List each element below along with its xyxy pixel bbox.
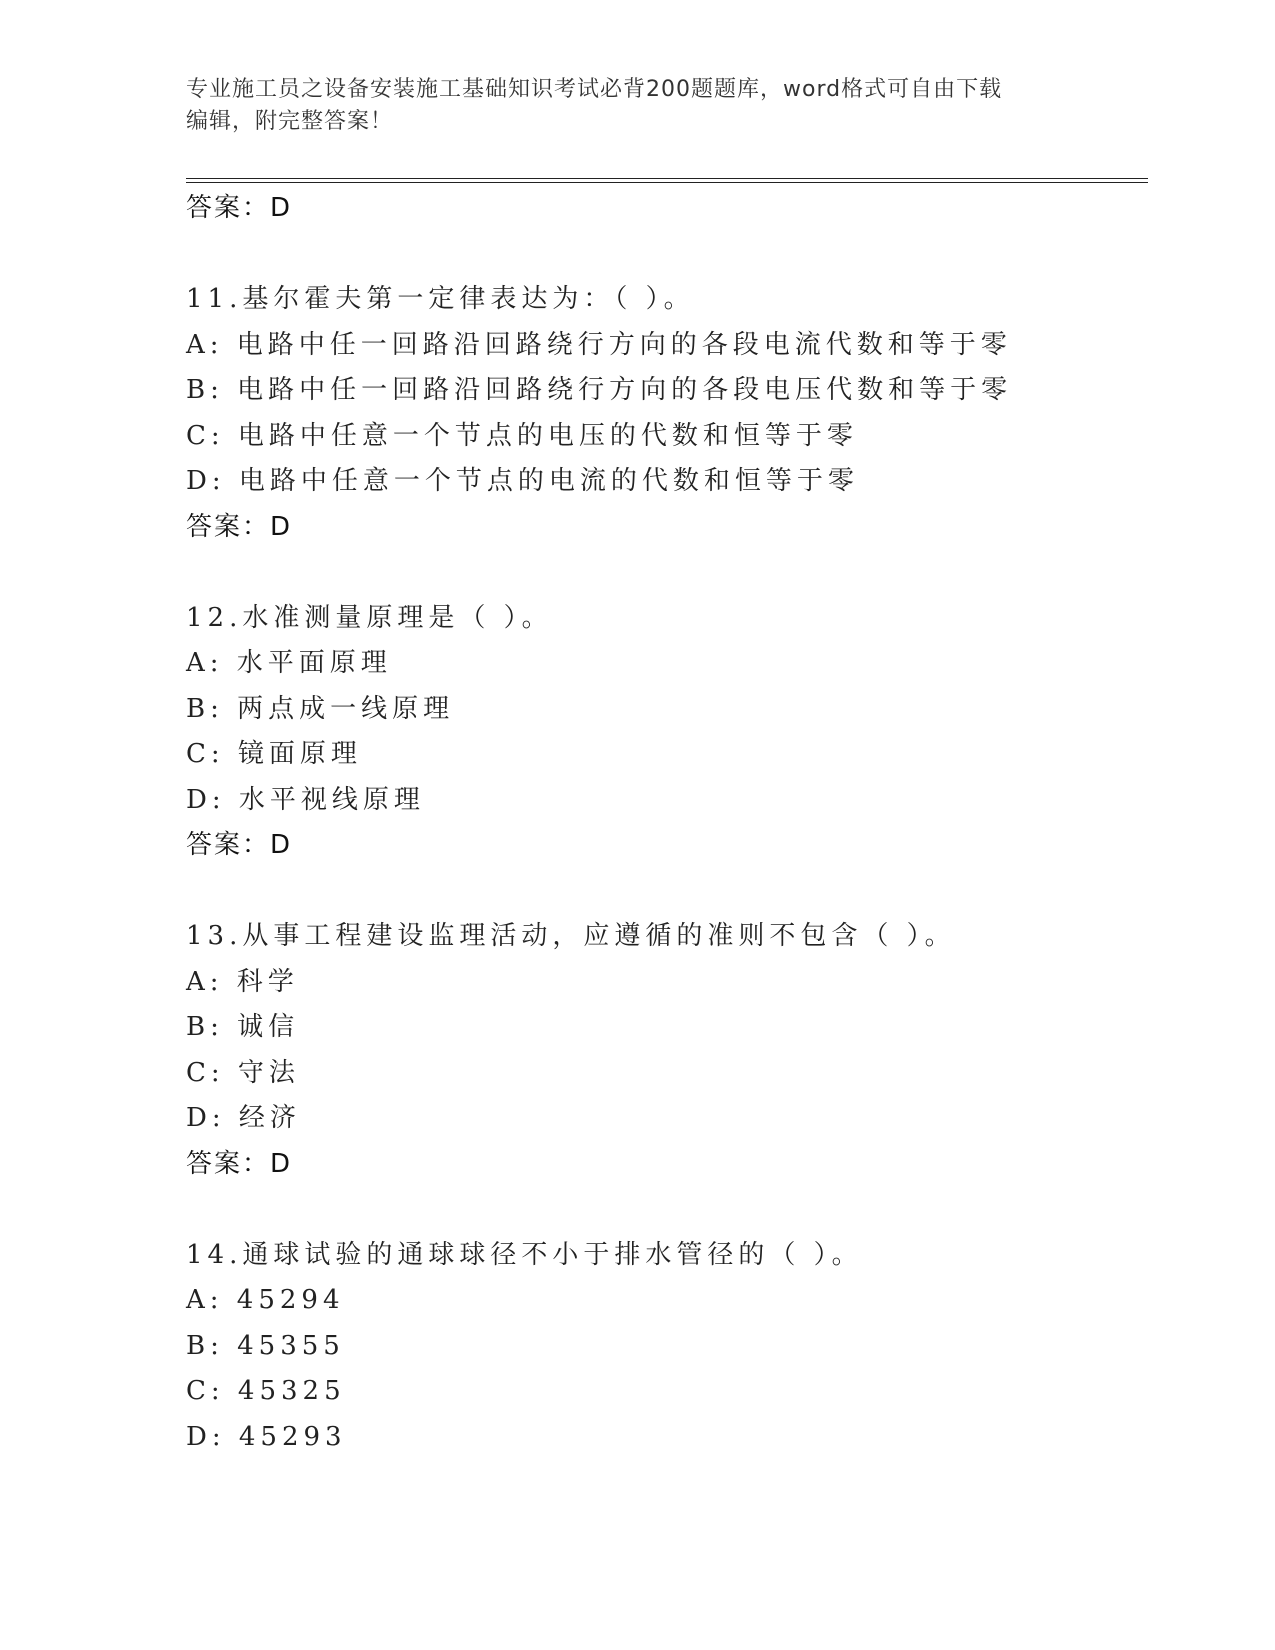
option-b: B: 两点成一线原理 [186, 693, 455, 724]
option-d: D: 45293 [186, 1421, 347, 1452]
option-c: C: 电路中任意一个节点的电压的代数和恒等于零 [186, 420, 858, 451]
answer-line: 答案：D [186, 193, 293, 223]
header-line-1: 专业施工员之设备安装施工基础知识考试必背200题题库，word格式可自由下载 [186, 77, 1003, 102]
answer-line: 答案：D [186, 830, 293, 860]
option-a: A: 科学 [186, 966, 299, 997]
option-d: D: 电路中任意一个节点的电流的代数和恒等于零 [186, 466, 859, 496]
question-stem: 12.水准测量原理是（ ）。 [186, 602, 553, 633]
option-a: A: 电路中任一回路沿回路绕行方向的各段电流代数和等于零 [186, 329, 1012, 360]
header-divider-bottom [186, 182, 1148, 183]
option-c: C: 守法 [186, 1057, 300, 1088]
answer-line: 答案：D [186, 511, 293, 542]
option-d: D: 经济 [186, 1103, 301, 1133]
document-body [186, 186, 1146, 1460]
spacer [186, 868, 1146, 914]
option-b: B: 电路中任一回路沿回路绕行方向的各段电压代数和等于零 [186, 375, 1013, 405]
document-header [186, 74, 1086, 138]
header-line-2: 编辑，附完整答案！ [186, 109, 394, 134]
option-a: A: 45294 [186, 1285, 345, 1315]
option-b: B: 诚信 [186, 1012, 300, 1042]
question-block-14 [186, 1233, 1146, 1461]
header-divider-top [186, 178, 1148, 179]
question-block-13 [186, 914, 1146, 1187]
spacer [186, 1187, 1146, 1233]
option-c: C: 45325 [186, 1376, 346, 1406]
question-stem: 11.基尔霍夫第一定律表达为：（ ）。 [186, 284, 695, 314]
question-block-11 [186, 277, 1146, 550]
option-d: D: 水平视线原理 [186, 784, 425, 815]
question-stem: 14.通球试验的通球球径不小于排水管径的（ ）。 [186, 1239, 863, 1270]
option-c: C: 镜面原理 [186, 739, 362, 769]
option-a: A: 水平面原理 [186, 648, 392, 678]
spacer [186, 231, 1146, 277]
spacer [186, 550, 1146, 596]
question-stem: 13.从事工程建设监理活动，应遵循的准则不包含（ ）。 [186, 921, 956, 951]
answer-line: 答案：D [186, 1148, 293, 1179]
question-block-12 [186, 596, 1146, 869]
option-b: B: 45355 [186, 1330, 345, 1361]
